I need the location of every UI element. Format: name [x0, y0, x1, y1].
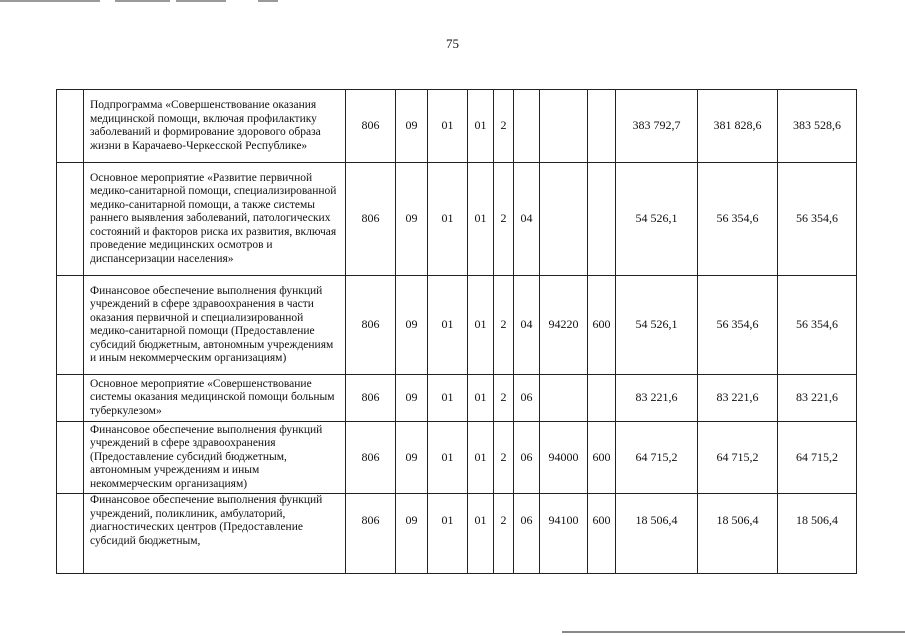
row-name: Финансовое обеспечение выполнения функций учреждений в сфере здравоохранения в части оказания первичной и специализированной медико-санитарной помощи (Предоставление субсидий бюджетным, автономным учреждениям и иным некоммерческим организациям): [84, 276, 346, 375]
expense-type-code: 600: [588, 422, 616, 494]
program-code: 01: [468, 276, 494, 375]
expense-type-code: 600: [588, 276, 616, 375]
section-code: 09: [396, 90, 428, 163]
ministry-code: 806: [346, 90, 396, 163]
event-code: 04: [514, 276, 540, 375]
sum-year-1: 54 526,1: [616, 276, 698, 375]
sum-year-2: 18 506,4: [698, 494, 778, 574]
sum-year-2: 56 354,6: [698, 163, 778, 276]
page-number: 75: [446, 36, 459, 51]
direction-code: 94000: [540, 422, 588, 494]
expense-type-code: [588, 90, 616, 163]
scan-artifact-bottom: [562, 631, 905, 633]
subprogram-code: 2: [494, 276, 514, 375]
subprogram-code: 2: [494, 375, 514, 422]
event-code: 06: [514, 375, 540, 422]
table-row: [57, 90, 857, 163]
section-code: 09: [396, 422, 428, 494]
direction-code: [540, 375, 588, 422]
scan-artifact-top: [0, 0, 905, 4]
subsection-code: 01: [428, 276, 468, 375]
event-code: 04: [514, 163, 540, 276]
row-index-cell: [57, 494, 84, 574]
sum-year-3: 56 354,6: [778, 276, 857, 375]
sum-year-2: 381 828,6: [698, 90, 778, 163]
table-row: [57, 276, 857, 375]
budget-table: [56, 89, 857, 574]
event-code: [514, 90, 540, 163]
table-row: [57, 494, 857, 574]
table-row: [57, 375, 857, 422]
row-name: Подпрограмма «Совершенствование оказания медицинской помощи, включая профилактику заболеваний и формирование здорового образа жизни в Карачаево-Черкесской Республике»: [84, 90, 346, 163]
sum-year-3: 83 221,6: [778, 375, 857, 422]
section-code: 09: [396, 494, 428, 574]
section-code: 09: [396, 276, 428, 375]
direction-code: [540, 90, 588, 163]
row-index-cell: [57, 375, 84, 422]
row-name: Основное мероприятие «Совершенствование системы оказания медицинской помощи больным туберкулезом»: [84, 375, 346, 422]
subprogram-code: 2: [494, 90, 514, 163]
ministry-code: 806: [346, 375, 396, 422]
subsection-code: 01: [428, 422, 468, 494]
subprogram-code: 2: [494, 422, 514, 494]
subsection-code: 01: [428, 90, 468, 163]
ministry-code: 806: [346, 276, 396, 375]
direction-code: 94220: [540, 276, 588, 375]
sum-year-2: 83 221,6: [698, 375, 778, 422]
table-row: [57, 422, 857, 494]
sum-year-2: 56 354,6: [698, 276, 778, 375]
subsection-code: 01: [428, 494, 468, 574]
direction-code: [540, 163, 588, 276]
row-name: Основное мероприятие «Развитие первичной медико-санитарной помощи, специализированной медико-санитарной помощи, а также системы раннего выявления заболеваний, патологических состояний и факторов риска их развития, включая проведение медицинских осмотров и диспансеризации населения»: [84, 163, 346, 276]
ministry-code: 806: [346, 422, 396, 494]
event-code: 06: [514, 422, 540, 494]
subsection-code: 01: [428, 375, 468, 422]
row-name: Финансовое обеспечение выполнения функций учреждений, поликлиник, амбулаторий, диагностических центров (Предоставление субсидий бюджетным,: [84, 494, 346, 574]
section-code: 09: [396, 163, 428, 276]
sum-year-3: 56 354,6: [778, 163, 857, 276]
sum-year-1: 18 506,4: [616, 494, 698, 574]
row-index-cell: [57, 422, 84, 494]
sum-year-1: 83 221,6: [616, 375, 698, 422]
subprogram-code: 2: [494, 494, 514, 574]
table-row: [57, 163, 857, 276]
row-index-cell: [57, 90, 84, 163]
sum-year-3: 18 506,4: [778, 494, 857, 574]
sum-year-1: 54 526,1: [616, 163, 698, 276]
row-index-cell: [57, 163, 84, 276]
expense-type-code: [588, 375, 616, 422]
sum-year-1: 64 715,2: [616, 422, 698, 494]
program-code: 01: [468, 494, 494, 574]
program-code: 01: [468, 90, 494, 163]
section-code: 09: [396, 375, 428, 422]
sum-year-1: 383 792,7: [616, 90, 698, 163]
subprogram-code: 2: [494, 163, 514, 276]
expense-type-code: [588, 163, 616, 276]
sum-year-2: 64 715,2: [698, 422, 778, 494]
row-index-cell: [57, 276, 84, 375]
program-code: 01: [468, 375, 494, 422]
program-code: 01: [468, 422, 494, 494]
row-name: Финансовое обеспечение выполнения функций учреждений в сфере здравоохранения (Предоставление субсидий бюджетным, автономным учреждениям и иным некоммерческим организациям): [84, 422, 346, 494]
event-code: 06: [514, 494, 540, 574]
ministry-code: 806: [346, 494, 396, 574]
direction-code: 94100: [540, 494, 588, 574]
sum-year-3: 383 528,6: [778, 90, 857, 163]
subsection-code: 01: [428, 163, 468, 276]
program-code: 01: [468, 163, 494, 276]
sum-year-3: 64 715,2: [778, 422, 857, 494]
expense-type-code: 600: [588, 494, 616, 574]
ministry-code: 806: [346, 163, 396, 276]
